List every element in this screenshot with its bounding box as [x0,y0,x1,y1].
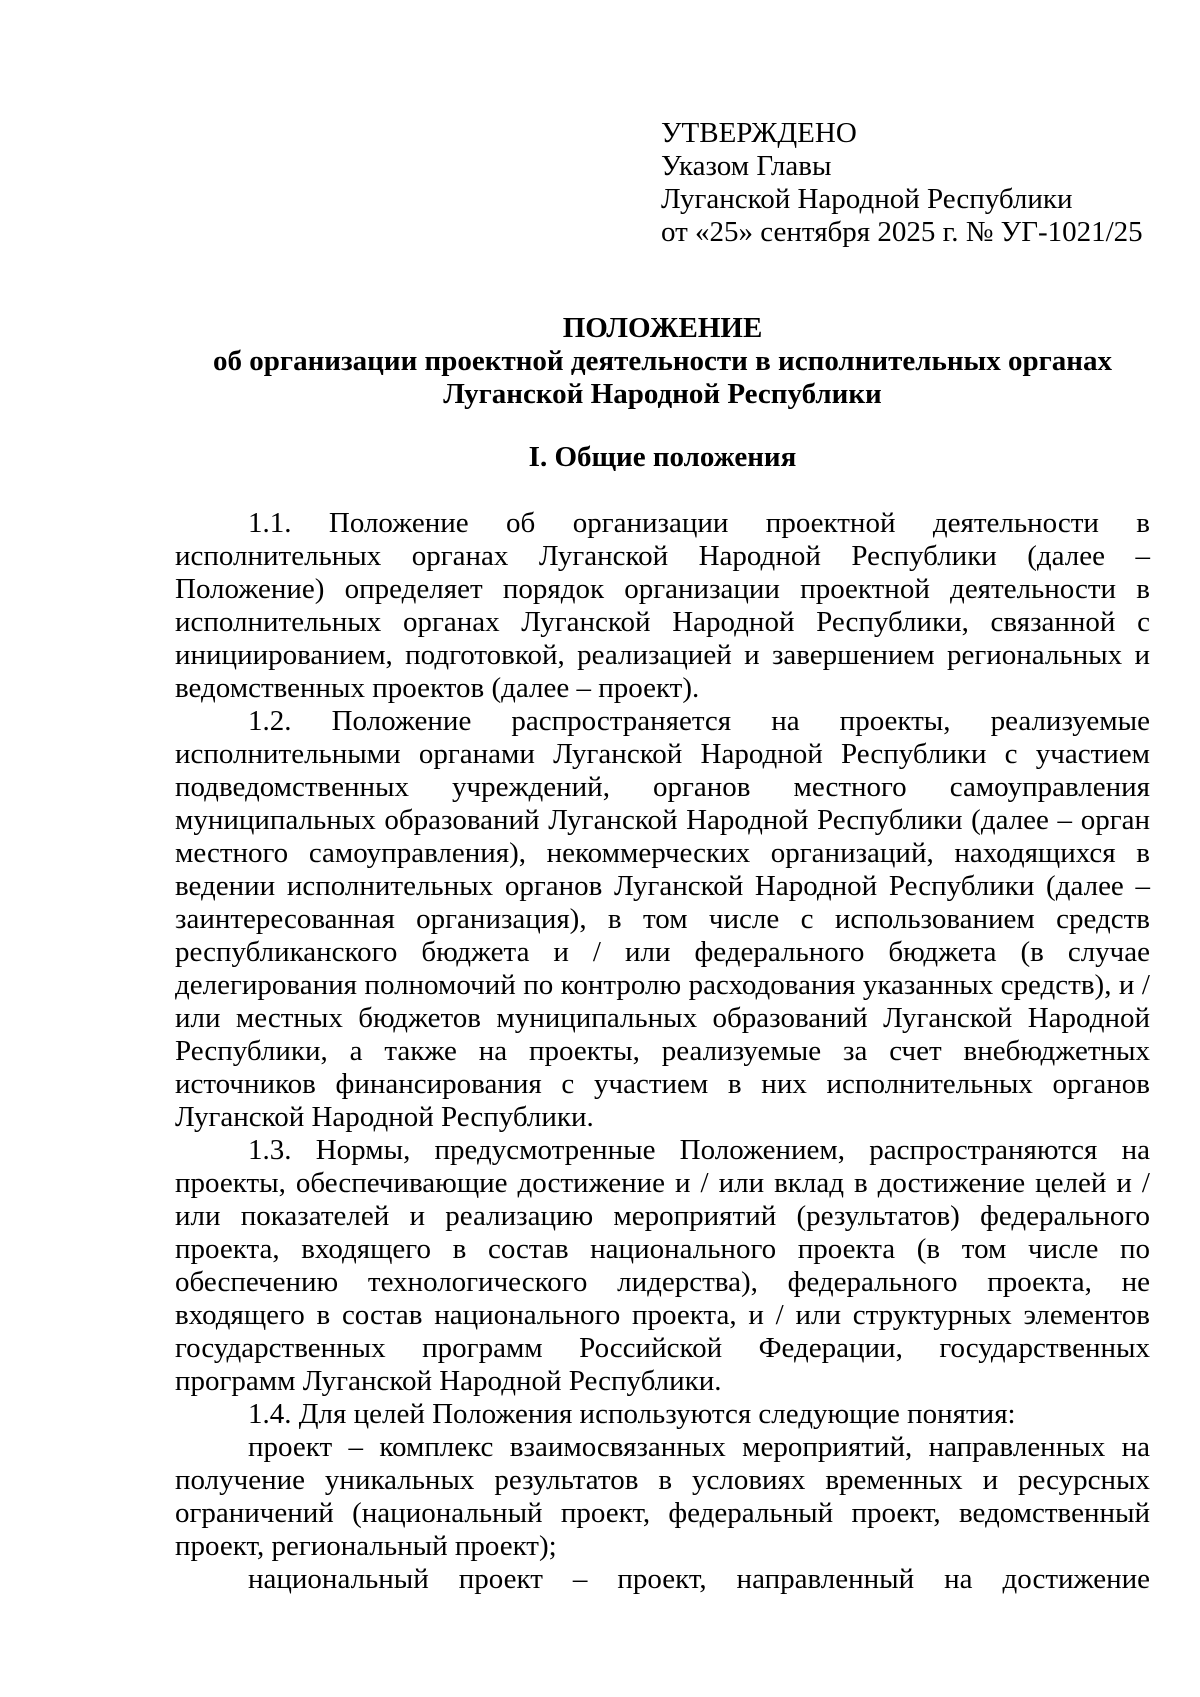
approval-line-decree: Указом Главы [661,150,832,182]
paragraph-1-1: 1.1. Положение об организации проектной деятельности в исполнительных органах Луганской Народной Республики (далее – Положение) определяет порядок организации проектной деятельности в исполнительных органах Луганской Народной Республики, связанной с инициированием, подготовкой, реализацией и завершением региональных и ведомственных проектов (далее – проект). [175,507,1150,704]
title-subtitle-line-2: Луганской Народной Республики [443,378,882,410]
paragraph-1-3: 1.3. Нормы, предусмотренные Положением, распространяются на проекты, обеспечивающие достижение и / или вклад в достижение целей и / или показателей и реализацию мероприятий (результатов) федерального проекта, входящего в состав национального проекта (в том числе по обеспечению технологического лидерства), федерального проекта, не входящего в состав национального проекта, и / или структурных элементов государственных программ Российской Федерации, государственных программ Луганской Народной Республики. [175,1134,1150,1397]
title-subtitle-line-1: об организации проектной деятельности в исполнительных органах [213,345,1112,377]
definition-project: проект – комплекс взаимосвязанных мероприятий, направленных на получение уникальных результатов в условиях временных и ресурсных ограничений (национальный проект, федеральный проект, ведомственный проект, региональный проект); [175,1431,1150,1562]
approval-line-approved: УТВЕРЖДЕНО [661,117,857,149]
approval-line-republic: Луганской Народной Республики [661,183,1073,215]
section-body [175,507,1150,1596]
paragraph-1-2: 1.2. Положение распространяется на проекты, реализуемые исполнительными органами Луганской Народной Республики с участием подведомственных учреждений, органов местного самоуправления муниципальных образований Луганской Народной Республики (далее – орган местного самоуправления), некоммерческих организаций, находящихся в ведении исполнительных органов Луганской Народной Республики (далее – заинтересованная организация), в том числе с использованием средств республиканского бюджета и / или федерального бюджета (в случае делегирования полномочий по контролю расходования указанных средств), и / или местных бюджетов муниципальных образований Луганской Народной Республики, а также на проекты, реализуемые за счет внебюджетных источников финансирования с участием в них исполнительных органов Луганской Народной Республики. [175,705,1150,1133]
title-heading: ПОЛОЖЕНИЕ [562,312,763,344]
approval-line-date-number: от «25» сентября 2025 г. № УГ-1021/25 [661,216,1143,248]
definition-national-project: национальный проект – проект, направленный на достижение [248,1563,1150,1595]
document-title [175,312,1150,411]
section-heading: I. Общие положения [528,441,797,473]
approval-stamp [661,117,1161,249]
paragraph-1-4: 1.4. Для целей Положения используются следующие понятия: [248,1398,1016,1430]
